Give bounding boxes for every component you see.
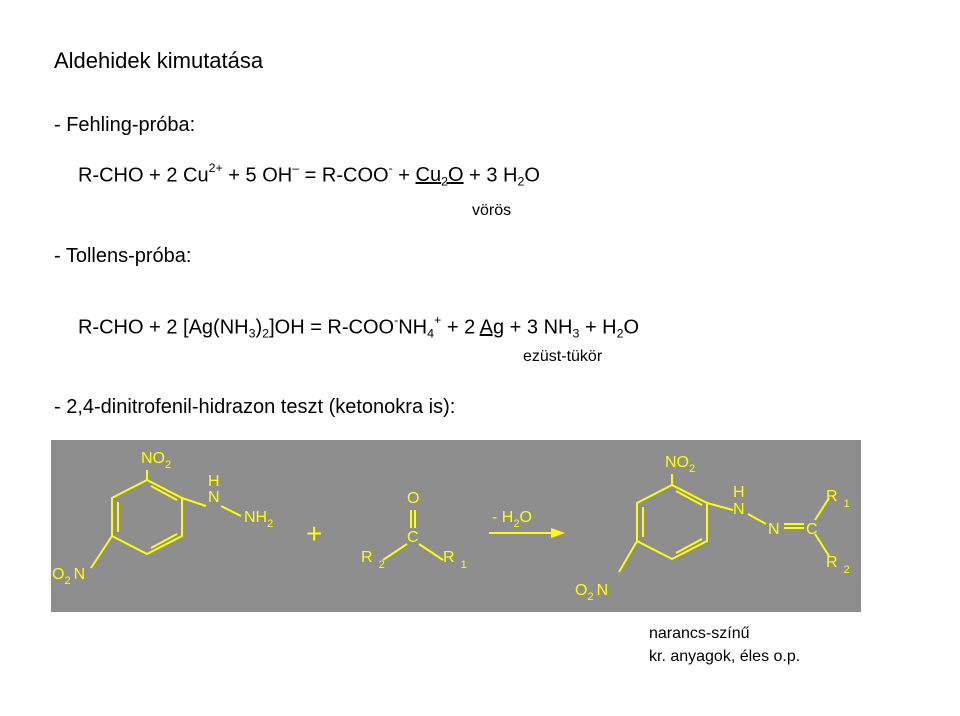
reaction-scheme — [51, 440, 861, 612]
reactant-bond-n — [182, 498, 206, 506]
product-h: H — [733, 484, 745, 501]
reactant-n: N — [208, 489, 220, 506]
reactant-no2-top: $NO_2$ — [141, 450, 172, 471]
fehling-equation: R-CHO + 2 $Cu^{2+} + 5$ $OH^- = R-COO^- + Cu_2O + 3$ $H_2O$ — [78, 161, 540, 189]
product-no2-top: $NO_2$ — [665, 454, 696, 475]
product-structure — [619, 474, 829, 572]
carbonyl-c: C — [407, 529, 419, 546]
reactant-benzene-ring — [112, 480, 182, 554]
reactant-bond-o2n — [91, 536, 112, 568]
dnph-note-color: narancs-színű — [649, 625, 750, 642]
product-bond-o2n — [619, 541, 637, 572]
tollens-note: ezüst-tükör — [523, 348, 603, 365]
product-bond-n — [707, 503, 733, 510]
reactant-nh2: $NH_2$ — [244, 509, 274, 530]
reaction-svg — [51, 440, 861, 612]
page-title: Aldehidek kimutatása — [54, 48, 264, 73]
product-bond-n-n — [748, 514, 766, 524]
reaction-arrow — [489, 509, 565, 538]
product-r2: R $_2$ — [826, 554, 850, 576]
plus-sign: + — [306, 518, 323, 549]
product-n1: N — [733, 501, 745, 518]
dnph-heading: - 2,4-dinitrofenil-hidrazon teszt (ketonokra is): — [54, 396, 456, 418]
dnph-note-properties: kr. anyagok, éles o.p. — [649, 648, 801, 665]
reactant-bond-nh2 — [221, 506, 241, 516]
silver-product: Ag — [479, 316, 505, 339]
cu2o-product: $Cu_2O$ — [415, 164, 464, 189]
arrow-label: - $H_2O$ — [492, 509, 532, 530]
reactant-o2n: $O_2$ N — [52, 566, 86, 587]
reactant-h: H — [208, 473, 220, 490]
product-r1: R $_1$ — [826, 488, 850, 510]
product-n2: N — [768, 521, 780, 538]
carbonyl-o: O — [407, 490, 420, 507]
product-labels — [575, 454, 850, 603]
tollens-equation: R-CHO + 2 $[Ag(NH_3)_2]OH = R-COO^-NH_4^+ + 2$ Ag + 3 $NH_3 + H_2O$ — [78, 313, 640, 341]
carbonyl-r2: R $_2$ — [361, 549, 385, 571]
reactant-labels — [52, 450, 273, 587]
carbonyl-r1: R $_1$ — [443, 549, 467, 571]
product-benzene-ring — [637, 485, 707, 559]
product-c: C — [806, 521, 818, 538]
fehling-note: vörös — [472, 202, 512, 219]
tollens-heading: - Tollens-próba: — [54, 245, 192, 267]
carbonyl-labels — [361, 490, 467, 571]
product-o2n: $O_2$ N — [575, 582, 609, 603]
fehling-heading: - Fehling-próba: — [54, 114, 196, 136]
